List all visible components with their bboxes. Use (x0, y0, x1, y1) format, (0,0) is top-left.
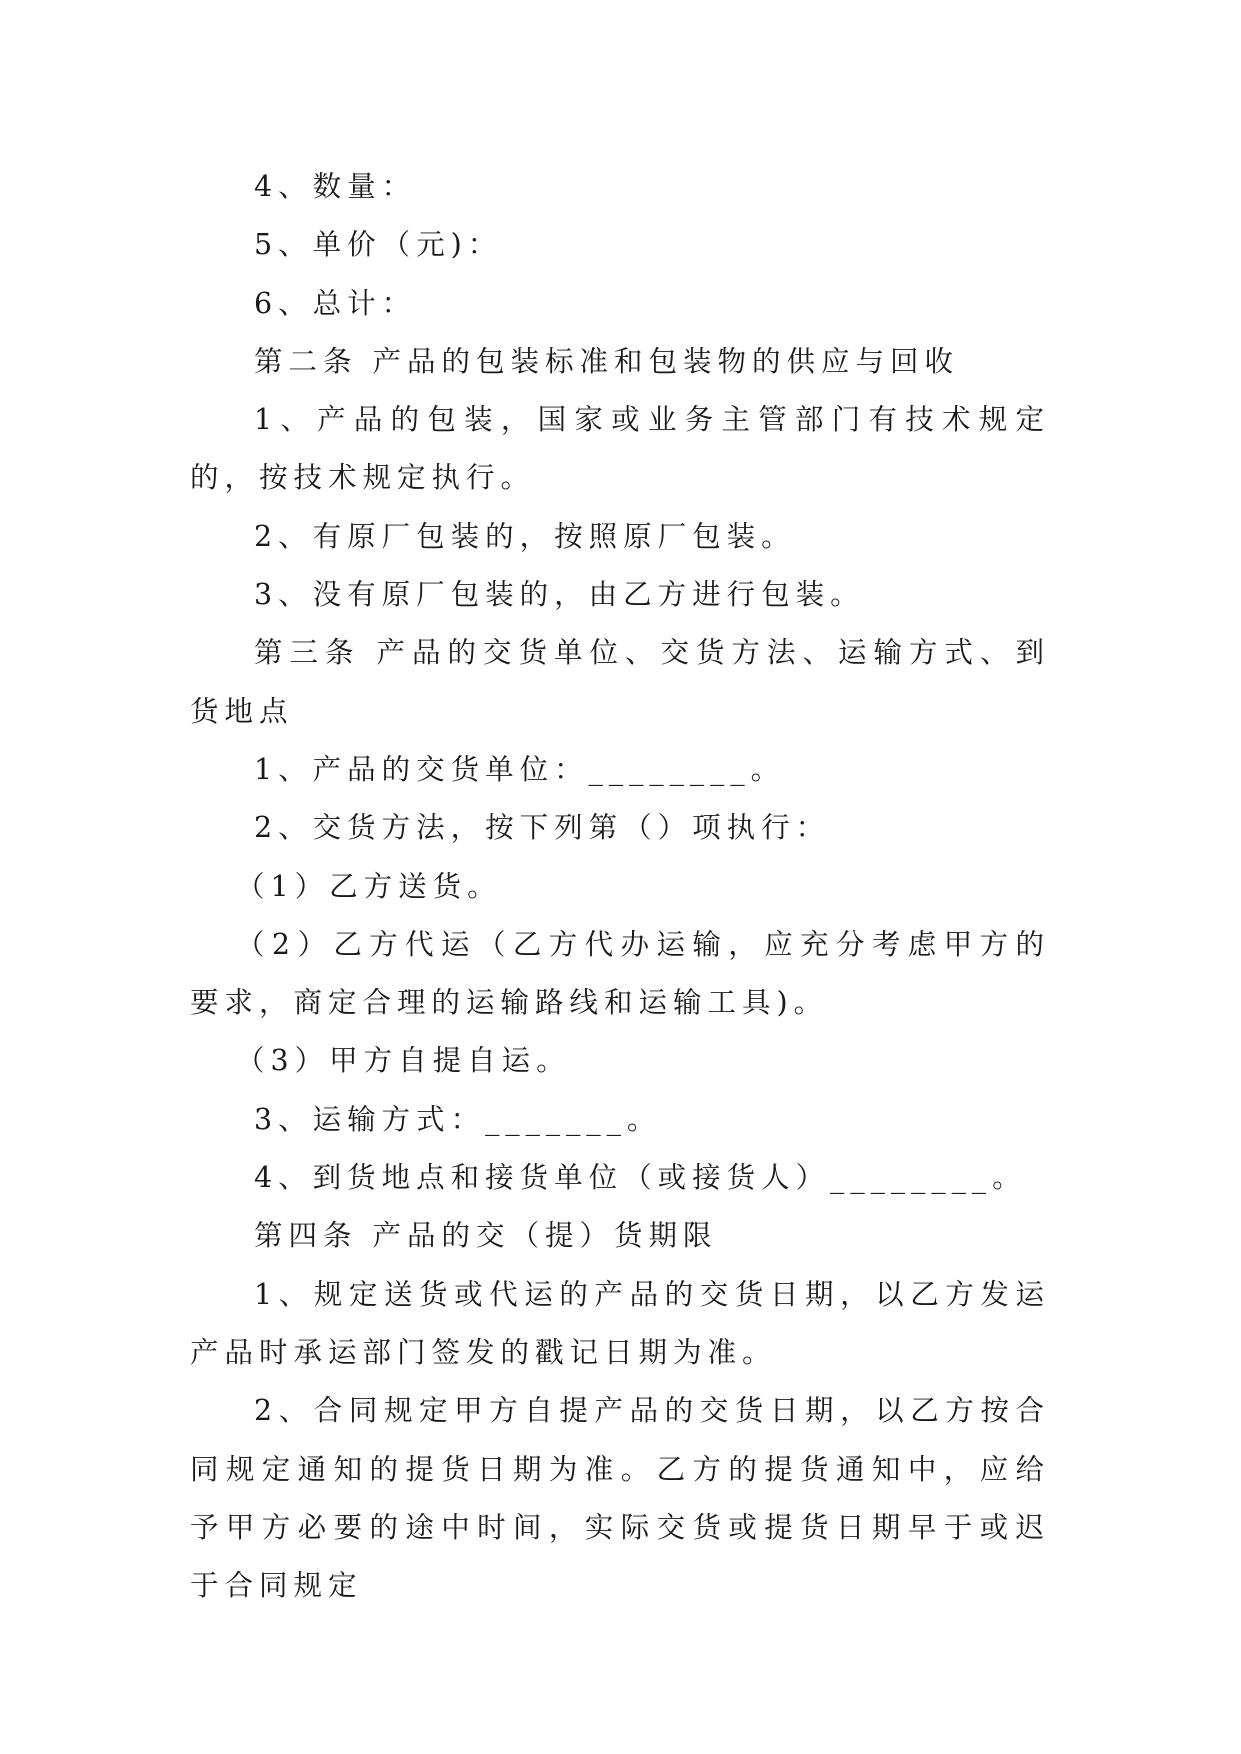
paragraph-quantity: 4、数量： (254, 170, 417, 203)
paragraph-total: 6、总计： (254, 286, 417, 320)
paragraph-option-2: （2）乙方代运（乙方代办运输，应充分考虑甲方的要求，商定合理的运输路线和运输工具)。 (190, 927, 1050, 1020)
article-3-heading: 第三条 产品的交货单位、交货方法、运输方式、到货地点 (190, 636, 1050, 728)
paragraph-original-packaging: 2、有原厂包装的，按照原厂包装。 (254, 519, 796, 553)
article-4-heading: 第四条 产品的交（提）货期限 (254, 1219, 718, 1253)
paragraph-delivery-method: 2、交货方法，按下列第（）项执行： (254, 811, 831, 845)
paragraph-delivery-date-rule: 1、规定送货或代运的产品的交货日期，以乙方发运产品时承运部门签发的戳记日期为准。 (190, 1277, 1050, 1369)
paragraph-option-1: （1）乙方送货。 (236, 869, 502, 903)
paragraph-arrival-location: 4、到货地点和接货单位（或接货人）________。 (254, 1161, 1027, 1195)
paragraph-option-3: （3）甲方自提自运。 (236, 1044, 571, 1078)
paragraph-no-original-packaging: 3、没有原厂包装的，由乙方进行包装。 (254, 578, 865, 612)
article-2-heading: 第二条 产品的包装标准和包装物的供应与回收 (254, 344, 960, 378)
document-body (190, 158, 1050, 1615)
paragraph-delivery-unit: 1、产品的交货单位：________。 (254, 752, 786, 786)
paragraph-pickup-date-rule: 2、合同规定甲方自提产品的交货日期，以乙方按合同规定通知的提货日期为准。乙方的提货通知中，应给予甲方必要的途中时间，实际交货或提货日期早于或迟于合同规定 (190, 1394, 1050, 1603)
paragraph-packaging-standard: 1、产品的包装，国家或业务主管部门有技术规定的，按技术规定执行。 (190, 403, 1050, 495)
paragraph-unit-price: 5、单价（元)： (254, 228, 503, 262)
paragraph-transport-mode: 3、运输方式：_______。 (254, 1102, 662, 1136)
